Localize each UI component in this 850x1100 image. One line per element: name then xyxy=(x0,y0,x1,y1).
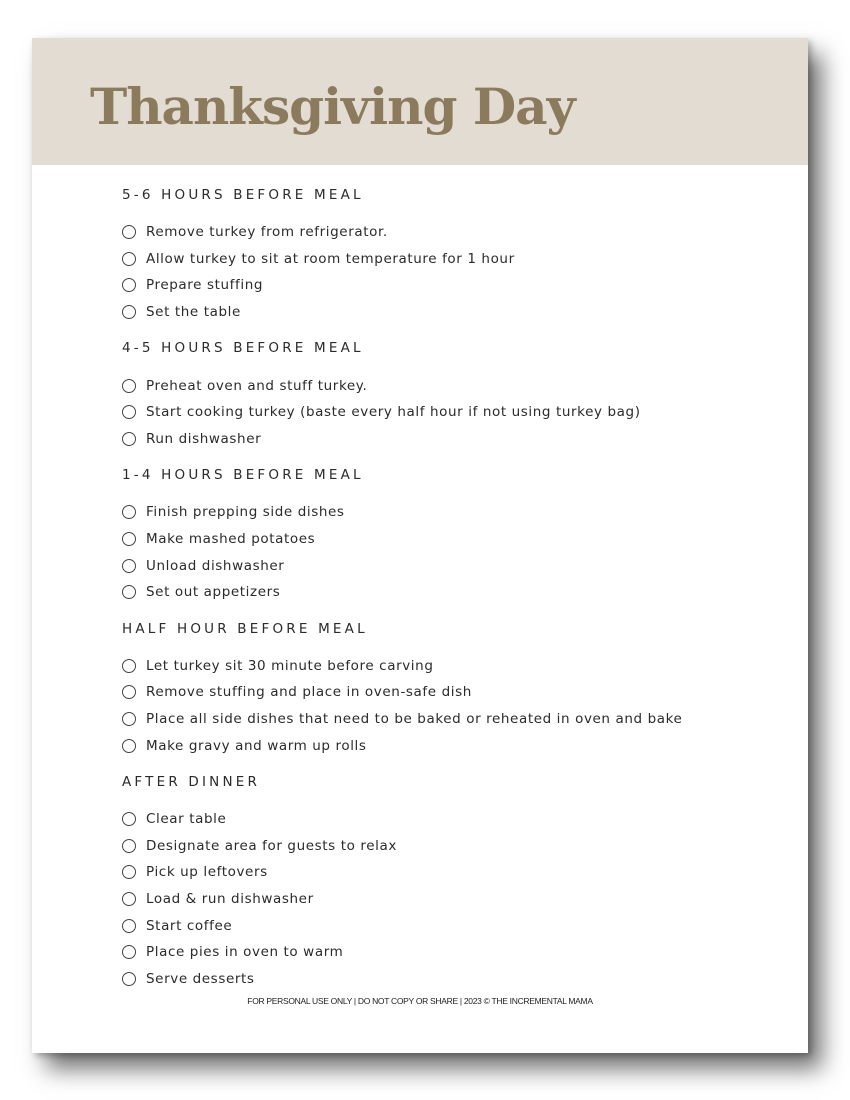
checkbox-circle[interactable] xyxy=(122,252,136,266)
checkbox-circle[interactable] xyxy=(122,379,136,393)
checkbox-circle[interactable] xyxy=(122,432,136,446)
checklist-item xyxy=(122,372,782,399)
checklist-item-label: Set out appetizers xyxy=(146,584,281,601)
checklist-item xyxy=(122,912,782,939)
checklist xyxy=(122,219,782,325)
checklist-item xyxy=(122,426,782,453)
checklist-item-label: Let turkey sit 30 minute before carving xyxy=(146,657,434,674)
checklist-item xyxy=(122,679,782,706)
checklist-item xyxy=(122,706,782,733)
checkbox-circle[interactable] xyxy=(122,812,136,826)
checklist-item-label: Remove stuffing and place in oven-safe dish xyxy=(146,684,472,701)
checklist xyxy=(122,806,782,992)
checklist-item xyxy=(122,859,782,886)
checklist-content xyxy=(122,185,782,1005)
checklist-item xyxy=(122,653,782,680)
checklist-page xyxy=(32,38,808,1053)
checklist-item-label: Make mashed potatoes xyxy=(146,531,316,548)
checklist-item-label: Pick up leftovers xyxy=(146,864,268,881)
checklist-item xyxy=(122,246,782,273)
checklist-item xyxy=(122,526,782,553)
checklist-item xyxy=(122,299,782,326)
checkbox-circle[interactable] xyxy=(122,559,136,573)
checkbox-circle[interactable] xyxy=(122,685,136,699)
checkbox-circle[interactable] xyxy=(122,305,136,319)
copyright-footer: FOR PERSONAL USE ONLY | DO NOT COPY OR SHARE | 2023 © THE INCREMENTAL MAMA xyxy=(247,996,593,1006)
section-heading: HALF HOUR BEFORE MEAL xyxy=(122,620,368,637)
checklist-item-label: Serve desserts xyxy=(146,970,255,987)
checkbox-circle[interactable] xyxy=(122,919,136,933)
checkbox-circle[interactable] xyxy=(122,839,136,853)
checkbox-circle[interactable] xyxy=(122,712,136,726)
title-banner xyxy=(32,38,808,165)
checklist-item xyxy=(122,399,782,426)
checklist-item xyxy=(122,219,782,246)
checklist xyxy=(122,499,782,605)
page-title: Thanksgiving Day xyxy=(90,77,575,136)
checklist-item-label: Preheat oven and stuff turkey. xyxy=(146,377,368,394)
checklist-item-label: Unload dishwasher xyxy=(146,557,285,574)
checklist-item xyxy=(122,272,782,299)
checkbox-circle[interactable] xyxy=(122,532,136,546)
checklist-item xyxy=(122,833,782,860)
checklist-item-label: Set the table xyxy=(146,304,241,321)
checkbox-circle[interactable] xyxy=(122,972,136,986)
section-heading: 5-6 HOURS BEFORE MEAL xyxy=(122,187,364,203)
checklist-item xyxy=(122,886,782,913)
checklist-item-label: Place all side dishes that need to be baked or reheated in oven and bake xyxy=(146,711,683,728)
checklist-item xyxy=(122,939,782,966)
checklist-item-label: Run dishwasher xyxy=(146,430,262,447)
checklist-item xyxy=(122,965,782,992)
checklist-item xyxy=(122,579,782,606)
section-heading: 1-4 HOURS BEFORE MEAL xyxy=(122,467,364,484)
checklist-item-label: Start cooking turkey (baste every half hour if not using turkey bag) xyxy=(146,404,641,421)
checklist-item xyxy=(122,552,782,579)
checkbox-circle[interactable] xyxy=(122,659,136,673)
section-heading: AFTER DINNER xyxy=(122,773,261,790)
checkbox-circle[interactable] xyxy=(122,225,136,239)
checklist-item-label: Start coffee xyxy=(146,917,233,934)
checklist-item-label: Clear table xyxy=(146,811,227,828)
section-heading: 4-5 HOURS BEFORE MEAL xyxy=(122,340,364,357)
checkbox-circle[interactable] xyxy=(122,505,136,519)
checkbox-circle[interactable] xyxy=(122,278,136,292)
checklist-item-label: Prepare stuffing xyxy=(146,277,264,294)
checklist-item xyxy=(122,499,782,526)
checklist-item xyxy=(122,732,782,759)
checkbox-circle[interactable] xyxy=(122,739,136,753)
checkbox-circle[interactable] xyxy=(122,865,136,879)
checklist-item-label: Finish prepping side dishes xyxy=(146,504,345,521)
checklist-item-label: Remove turkey from refrigerator. xyxy=(146,224,388,241)
checkbox-circle[interactable] xyxy=(122,892,136,906)
checklist-item-label: Make gravy and warm up rolls xyxy=(146,737,367,754)
checklist-item-label: Designate area for guests to relax xyxy=(146,837,397,854)
checklist-item-label: Load & run dishwasher xyxy=(146,890,314,907)
checkbox-circle[interactable] xyxy=(122,405,136,419)
checkbox-circle[interactable] xyxy=(122,945,136,959)
checklist-item-label: Place pies in oven to warm xyxy=(146,944,344,961)
checklist xyxy=(122,372,782,452)
checkbox-circle[interactable] xyxy=(122,585,136,599)
checklist-item xyxy=(122,806,782,833)
checklist xyxy=(122,653,782,759)
checklist-item-label: Allow turkey to sit at room temperature for 1 hour xyxy=(146,250,515,267)
